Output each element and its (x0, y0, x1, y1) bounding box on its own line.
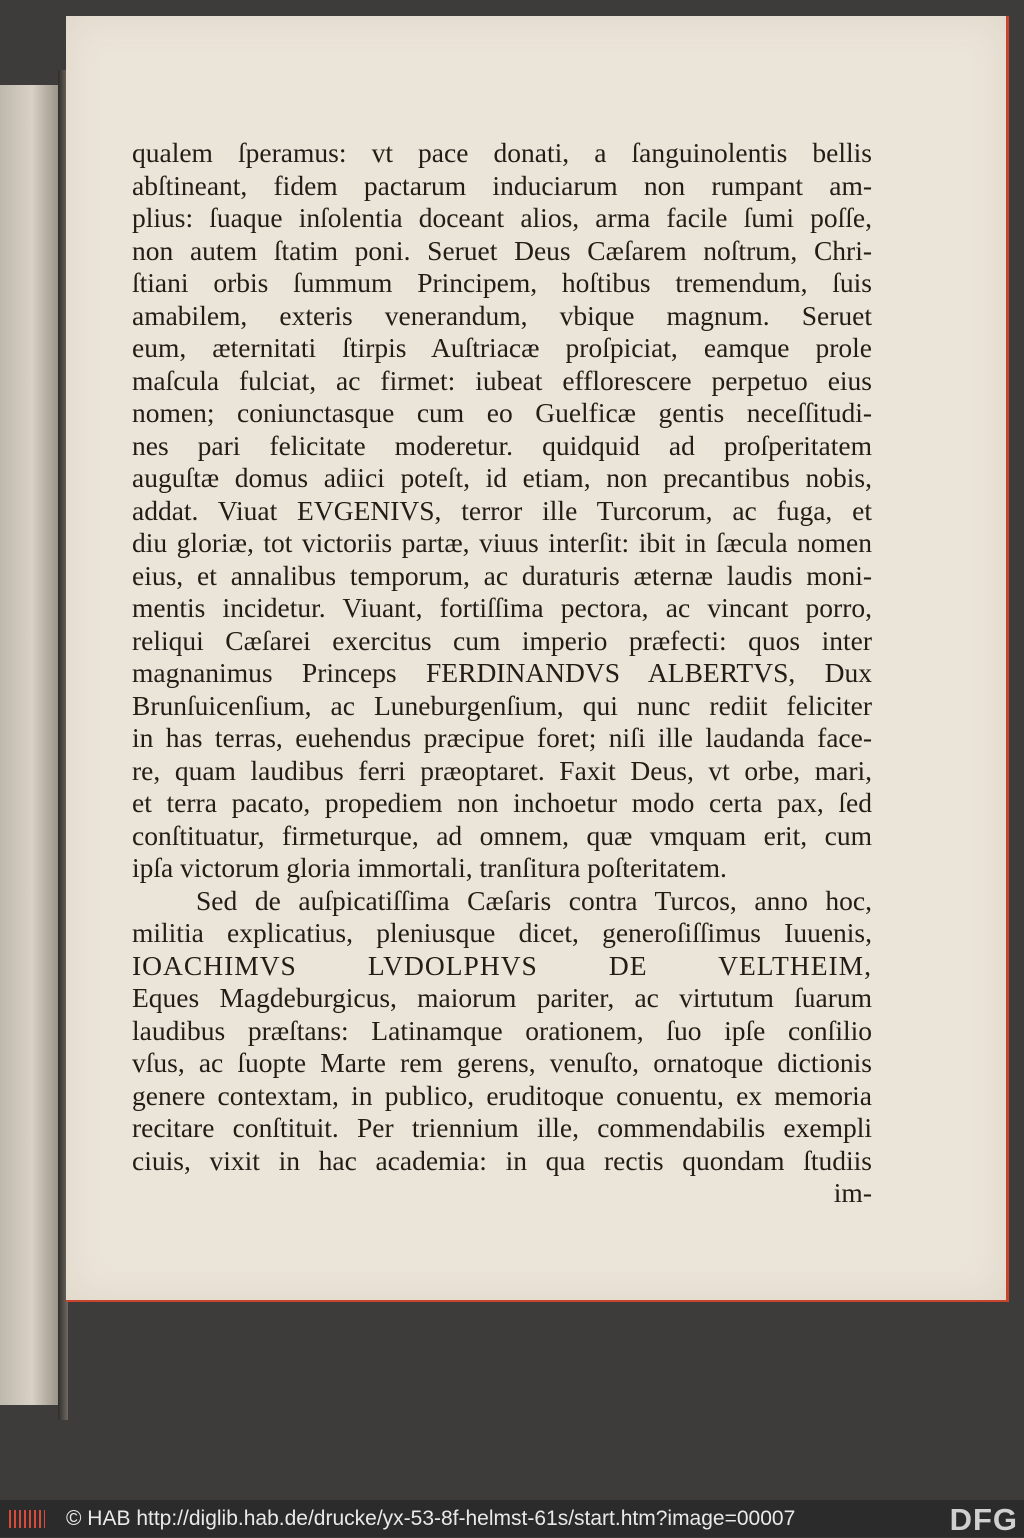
text-line: qualem ſperamus: vt pace donati, a ſanguinolentis bellis (132, 137, 872, 168)
text-line-name: IOACHIMVS LVDOLPHVS DE VELTHEIM, (132, 949, 872, 981)
text-line: Brunſuicenſium, ac Luneburgenſium, qui nunc rediit feliciter (132, 689, 872, 721)
text-line: abſtineant, fidem pactarum induciarum non rumpant am- (132, 169, 872, 201)
text-line: ciuis, vixit in hac academia: in qua rectis quondam ſtudiis (132, 1144, 872, 1176)
text-line: vſus, ac ſuopte Marte rem gerens, venuſto, ornatoque dictionis (132, 1047, 872, 1078)
text-line: auguſtæ domus adiici poteſt, id etiam, non precantibus nobis, (132, 462, 872, 493)
text-line: eius, et annalibus temporum, ac duraturis æternæ laudis moni- (132, 559, 872, 591)
text-line: re, quam laudibus ferri præoptaret. Faxit Deus, vt orbe, mari, (132, 754, 872, 786)
text-line: ſtiani orbis ſummum Principem, hoſtibus tremendum, ſuis (132, 267, 872, 298)
page-text (132, 137, 872, 1210)
text-line: diu gloriæ, tot victoriis partæ, viuus interſit: ibit in ſæcula nomen (132, 527, 872, 558)
text-line: non autem ſtatim poni. Seruet Deus Cæſarem noſtrum, Chri- (132, 234, 872, 266)
text-line-indented: Sed de auſpicatiſſima Cæſaris contra Turcos, anno hoc, (196, 884, 872, 916)
viewer-footer (0, 1500, 1024, 1537)
text-line: reliqui Cæſarei exercitus cum imperio præfecti: quos inter (132, 624, 872, 656)
text-line: ipſa victorum gloria immortali, tranſitura poſteritatem. (132, 852, 727, 883)
text-line: addat. Viuat EVGENIVS, terror ille Turcorum, ac fuga, et (132, 494, 872, 526)
catchword: im- (833, 1177, 872, 1208)
dfg-logo: DFG (949, 1502, 1018, 1537)
text-line: laudibus præſtans: Latinamque orationem, ſuo ipſe conſilio (132, 1014, 872, 1046)
text-line: magnanimus Princeps FERDINANDVS ALBERTVS, Dux (132, 657, 872, 688)
text-line: genere contextam, in publico, eruditoque conuentu, ex memoria (132, 1079, 872, 1111)
text-line: conſtituatur, firmeturque, ad omnem, quæ vmquam erit, cum (132, 819, 872, 851)
text-line: mentis incidetur. Viuant, fortiſſima pectora, ac vincant porro, (132, 592, 872, 623)
text-line: eum, æternitati ſtirpis Auſtriacæ proſpiciat, eamque prole (132, 332, 872, 363)
copyright-url[interactable]: © HAB http://diglib.hab.de/drucke/yx-53-8f-helmst-61s/start.htm?image=00007 (66, 1507, 796, 1530)
text-line: plius: ſuaque inſolentia doceant alios, arma facile ſumi poſſe, (132, 202, 872, 233)
text-line: nomen; coniunctasque cum eo Guelficæ gentis neceſſitudi- (132, 397, 872, 428)
text-line: militia explicatius, pleniusque dicet, generoſiſſimus Iuuenis, (132, 917, 872, 948)
text-line: maſcula fulciat, ac firmet: iubeat efflorescere perpetuo eius (132, 364, 872, 396)
left-page-edge (0, 85, 58, 1405)
text-line: in has terras, euehendus præcipue foret; niſi ille laudanda face- (132, 722, 872, 753)
text-line: nes pari felicitate moderetur. quidquid ad proſperitatem (132, 429, 872, 461)
text-line: amabilem, exteris venerandum, vbique magnum. Seruet (132, 299, 872, 331)
barcode-icon (9, 1510, 45, 1528)
text-line: Eques Magdeburgicus, maiorum pariter, ac virtutum ſuarum (132, 982, 872, 1013)
text-line: recitare conſtituit. Per triennium ille, commendabilis exempli (132, 1112, 872, 1143)
text-line: et terra pacato, propediem non inchoetur modo certa pax, ſed (132, 787, 872, 818)
